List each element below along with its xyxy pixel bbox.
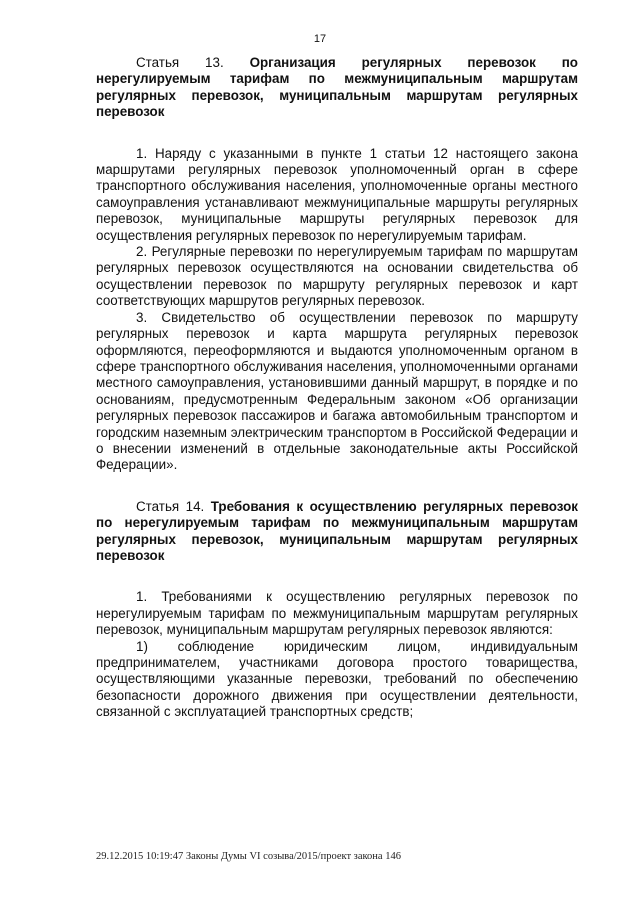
article-13-number: Статья 13. [136, 55, 224, 70]
article-13-paragraph-1: 1. Наряду с указанными в пункте 1 статьи 12 настоящего закона маршрутами регулярных перевозок уполномоченный орган в сфере транспортного обслуживания населения, уполномоченные органы местного самоуправления устанавливают межмуниципальные маршруты регулярных перевозок, муниципальные маршруты регулярных перевозок для осуществления регулярных перевозок по нерегулируемым тарифам. [96, 145, 578, 243]
article-14-paragraph-1: 1. Требованиями к осуществлению регулярных перевозок по нерегулируемым тарифам по межмуниципальным маршрутам регулярных перевозок, муниципальным маршрутам регулярных перевозок являются: [96, 589, 578, 638]
document-footer: 29.12.2015 10:19:47 Законы Думы VI созыва/2015/проект закона 146 [96, 851, 401, 862]
article-13-heading [96, 55, 578, 121]
page-number: 17 [313, 33, 327, 45]
article-13-title: Организация регулярных перевозок по нерегулируемым тарифам по межмуниципальным маршрутам регулярных перевозок, муниципальным маршрутам регулярных перевозок [96, 55, 578, 120]
article-14-title: Требования к осуществлению регулярных перевозок по нерегулируемым тарифам по межмуниципальным маршрутам регулярных перевозок, муниципальным маршрутам регулярных перевозок [96, 498, 578, 563]
article-14-paragraph-2: 1) соблюдение юридическим лицом, индивидуальным предпринимателем, участниками договора простого товарищества, осуществляющими указанные перевозки, требований по обеспечению безопасности дорожного движения при осуществлении деятельности, связанной с эксплуатацией транспортных средств; [96, 638, 578, 720]
article-14-number: Статья 14. [136, 498, 205, 514]
document-body [96, 55, 578, 721]
article-13-paragraph-2: 2. Регулярные перевозки по нерегулируемым тарифам по маршрутам регулярных перевозок осуществляются на основании свидетельства об осуществлении перевозок по маршруту регулярных перевозок и карт соответствующих маршрутов регулярных перевозок. [96, 244, 578, 309]
article-14-heading [96, 499, 578, 565]
article-13-paragraph-3: 3. Свидетельство об осуществлении перевозок по маршруту регулярных перевозок и карта маршрута регулярных перевозок оформляются, переоформляются и выдаются уполномоченным органом в сфере транспортного обслуживания населения, уполномоченными органами местного самоуправления, установившими данный маршрут, в порядке и по основаниям, предусмотренным Федеральным законом «Об организации регулярных перевозок пассажиров и багажа автомобильным транспортом и городским наземным электрическим транспортом в Российской Федерации и о внесении изменений в отдельные законодательные акты Российской Федерации». [96, 309, 578, 473]
